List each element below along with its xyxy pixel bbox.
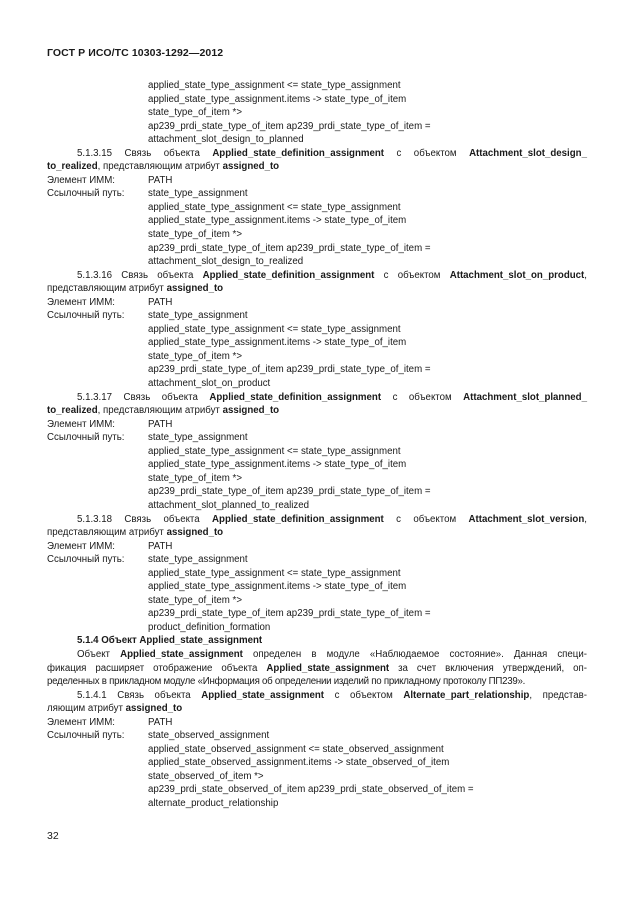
element-row: Элемент ИММ: PATH <box>47 174 173 186</box>
page-number: 32 <box>47 830 59 842</box>
clause-heading-cont: представляющим атрибут assigned_to <box>47 527 224 539</box>
clause-heading-5-1-3-16: 5.1.3.16 Связь объекта Applied_state_definition_assignment с объектом Attachment_slot_on_product, <box>77 269 587 281</box>
ref-path-row: Ссылочный путь: state_type_assignment <box>47 310 248 322</box>
path-line: state_observed_of_item *> <box>148 770 264 782</box>
path-line: attachment_slot_design_to_realized <box>148 256 304 268</box>
ref-path-row: Ссылочный путь: state_type_assignment <box>47 188 248 200</box>
ref-path-row: Ссылочный путь: state_type_assignment <box>47 554 248 566</box>
path-line: applied_state_type_assignment.items -> state_type_of_item <box>148 215 407 227</box>
clause-heading-cont: ляющим атрибут assigned_to <box>47 703 183 715</box>
path-line: applied_state_type_assignment.items -> state_type_of_item <box>148 93 407 105</box>
clause-heading-cont: to_realized, представляющим атрибут assigned_to <box>47 161 280 173</box>
clause-heading-5-1-3-17: 5.1.3.17 Связь объекта Applied_state_definition_assignment с объектом Attachment_slot_planned_ <box>77 391 587 403</box>
path-line: applied_state_type_assignment <= state_type_assignment <box>148 445 401 457</box>
clause-heading-5-1-3-18: 5.1.3.18 Связь объекта Applied_state_definition_assignment с объектом Attachment_slot_version, <box>77 513 587 525</box>
path-line: state_type_of_item *> <box>148 350 242 362</box>
clause-heading-5-1-3-15: 5.1.3.15 Связь объекта Applied_state_definition_assignment с объектом Attachment_slot_design_ <box>77 147 587 159</box>
path-line: applied_state_type_assignment.items -> state_type_of_item <box>148 337 407 349</box>
path-line: applied_state_observed_assignment <= state_observed_assignment <box>148 743 444 755</box>
ref-path-row: Ссылочный путь: state_observed_assignment <box>47 730 270 742</box>
clause-heading-cont: представляющим атрибут assigned_to <box>47 283 224 295</box>
path-line: applied_state_type_assignment <= state_type_assignment <box>148 323 401 335</box>
paragraph-line: ределенных в прикладном модуле «Информация об определении изделий по прикладному протоколу ПП239». <box>47 676 526 688</box>
path-line: state_type_of_item *> <box>148 107 242 119</box>
element-row: Элемент ИММ: PATH <box>47 540 173 552</box>
path-line: attachment_slot_design_to_planned <box>148 134 304 146</box>
path-line: applied_state_type_assignment <= state_type_assignment <box>148 80 401 91</box>
path-line: attachment_slot_planned_to_realized <box>148 499 310 511</box>
document-body <box>47 79 587 811</box>
section-heading-5-1-4: 5.1.4 Объект Applied_state_assignment <box>77 635 263 647</box>
path-line: product_definition_formation <box>148 621 271 633</box>
path-line: applied_state_type_assignment <= state_type_assignment <box>148 201 401 213</box>
path-line: ap239_prdi_state_type_of_item ap239_prdi_state_type_of_item = <box>148 364 431 376</box>
path-line: ap239_prdi_state_type_of_item ap239_prdi_state_type_of_item = <box>148 608 431 620</box>
element-row: Элемент ИММ: PATH <box>47 716 173 728</box>
path-line: applied_state_type_assignment.items -> state_type_of_item <box>148 459 407 471</box>
clause-heading-cont: to_realized, представляющим атрибут assigned_to <box>47 405 280 417</box>
path-line: state_type_of_item *> <box>148 229 242 241</box>
paragraph-line: Объект Applied_state_assignment определен в модуле «Наблюдаемое состояние». Данная специ- <box>77 648 587 660</box>
document-header: ГОСТ Р ИСО/ТС 10303-1292—2012 <box>47 47 224 59</box>
path-line: ap239_prdi_state_type_of_item ap239_prdi_state_type_of_item = <box>148 486 431 498</box>
clause-heading-5-1-4-1: 5.1.4.1 Связь объекта Applied_state_assignment с объектом Alternate_part_relationship, представ- <box>77 689 587 701</box>
path-line: applied_state_type_assignment <= state_type_assignment <box>148 567 401 579</box>
path-line: ap239_prdi_state_type_of_item ap239_prdi_state_type_of_item = <box>148 120 431 132</box>
element-row: Элемент ИММ: PATH <box>47 296 173 308</box>
path-line: state_type_of_item *> <box>148 472 242 484</box>
path-line: state_type_of_item *> <box>148 594 242 606</box>
path-line: applied_state_type_assignment.items -> state_type_of_item <box>148 581 407 593</box>
path-line: alternate_product_relationship <box>148 797 279 809</box>
path-line: attachment_slot_on_product <box>148 378 271 390</box>
path-line: applied_state_observed_assignment.items -> state_observed_of_item <box>148 757 450 769</box>
path-line: ap239_prdi_state_observed_of_item ap239_prdi_state_observed_of_item = <box>148 784 474 796</box>
path-line: ap239_prdi_state_type_of_item ap239_prdi_state_type_of_item = <box>148 242 431 254</box>
paragraph-line: фикация расширяет отображение объекта Applied_state_assignment за счет включения утверждений, оп- <box>47 662 587 674</box>
element-row: Элемент ИММ: PATH <box>47 418 173 430</box>
ref-path-row: Ссылочный путь: state_type_assignment <box>47 432 248 444</box>
